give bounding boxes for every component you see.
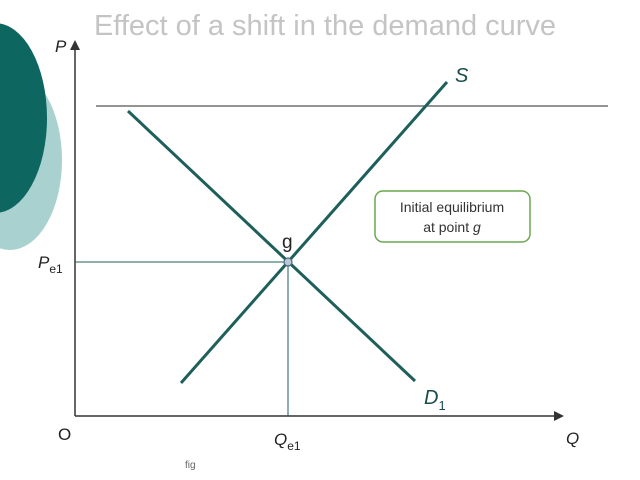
price-label-sub: e1 <box>49 262 63 276</box>
origin-label: O <box>58 425 72 444</box>
demand-label-main: D <box>424 387 439 409</box>
callout-line-2-prefix: at point <box>423 219 474 235</box>
demand-label <box>424 387 446 413</box>
callout-line-1: Initial equilibrium <box>399 199 505 215</box>
supply-label: S <box>455 65 469 87</box>
demand-label-sub: 1 <box>438 398 446 413</box>
equilibrium-point-label: g <box>282 232 293 253</box>
slide-title: Effect of a shift in the demand curve <box>93 10 557 42</box>
y-axis-label: P <box>55 37 67 56</box>
callout-line-2-point: g <box>473 219 481 235</box>
quantity-equilibrium-label <box>274 430 301 453</box>
quantity-label-sub: e1 <box>287 439 301 453</box>
figure-caption: fig <box>185 460 196 471</box>
demand-curve-d1 <box>128 111 415 381</box>
price-label-main: P <box>38 253 50 272</box>
quantity-label-main: Q <box>274 430 288 449</box>
x-axis-label: Q <box>566 429 580 448</box>
callout-line-2 <box>423 219 481 235</box>
equilibrium-point-g <box>284 258 292 266</box>
price-equilibrium-label <box>38 253 63 276</box>
